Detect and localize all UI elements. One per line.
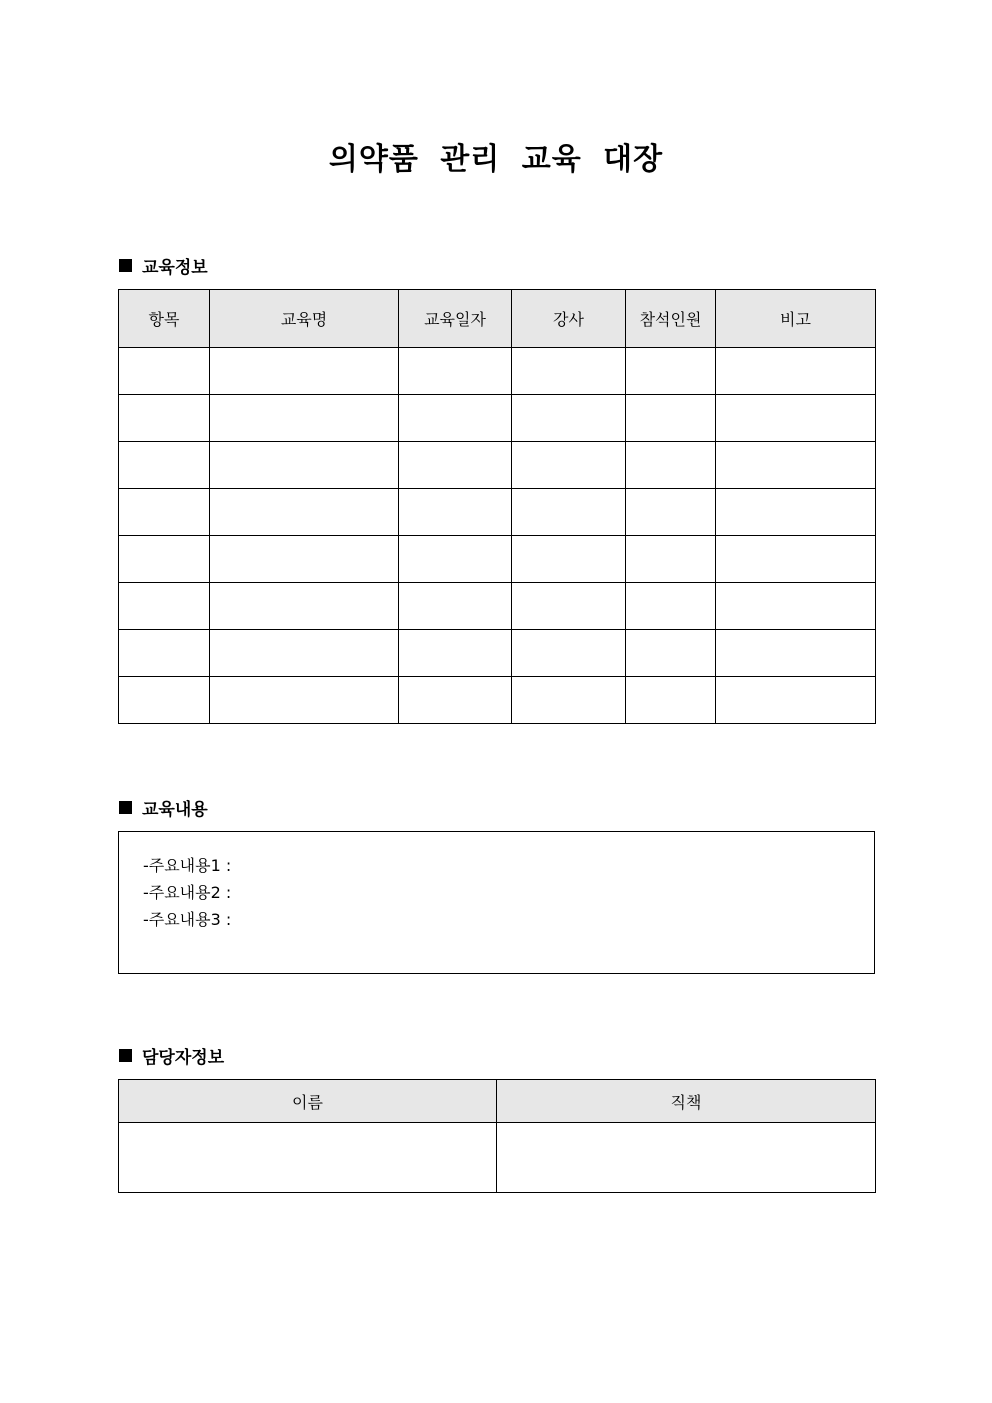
- square-bullet-icon: [119, 259, 132, 272]
- table-cell-remarks[interactable]: [716, 630, 876, 677]
- column-header-remarks: 비고: [716, 290, 876, 348]
- table-cell-instructor[interactable]: [512, 348, 626, 395]
- table-cell-attendees[interactable]: [626, 395, 716, 442]
- table-cell-instructor[interactable]: [512, 630, 626, 677]
- content-line-1: -주요내용1 :: [143, 856, 232, 875]
- table-cell-course-name[interactable]: [210, 677, 399, 724]
- section-heading-label: 담당자정보: [142, 1047, 225, 1068]
- table-cell-attendees[interactable]: [626, 348, 716, 395]
- table-row: [119, 348, 876, 395]
- table-cell-remarks[interactable]: [716, 348, 876, 395]
- table-cell-course-name[interactable]: [210, 395, 399, 442]
- section-heading-manager-info: [119, 1043, 224, 1067]
- table-row: [119, 583, 876, 630]
- table-cell-attendees[interactable]: [626, 489, 716, 536]
- table-cell-item[interactable]: [119, 395, 210, 442]
- table-cell-date[interactable]: [399, 489, 512, 536]
- table-cell-remarks[interactable]: [716, 395, 876, 442]
- column-header-item: 항목: [119, 290, 210, 348]
- table-row: [119, 677, 876, 724]
- table-cell-date[interactable]: [399, 442, 512, 489]
- table-cell-date[interactable]: [399, 677, 512, 724]
- manager-info-table: [118, 1079, 876, 1193]
- table-cell-course-name[interactable]: [210, 536, 399, 583]
- table-cell-item[interactable]: [119, 536, 210, 583]
- table-cell-attendees[interactable]: [626, 583, 716, 630]
- education-info-table: [118, 289, 876, 724]
- table-cell-course-name[interactable]: [210, 442, 399, 489]
- table-header-row: [119, 1080, 876, 1123]
- table-cell-instructor[interactable]: [512, 395, 626, 442]
- table-cell-instructor[interactable]: [512, 583, 626, 630]
- education-content-box: [118, 831, 875, 974]
- table-cell-course-name[interactable]: [210, 348, 399, 395]
- content-line-2: -주요내용2 :: [143, 883, 232, 902]
- table-cell-attendees[interactable]: [626, 442, 716, 489]
- table-row: [119, 489, 876, 536]
- section-heading-education-info: [119, 253, 208, 277]
- table-cell-course-name[interactable]: [210, 489, 399, 536]
- column-header-instructor: 강사: [512, 290, 626, 348]
- column-header-attendees: 참석인원: [626, 290, 716, 348]
- education-content-lines: [143, 852, 231, 933]
- table-row: [119, 395, 876, 442]
- table-cell-course-name[interactable]: [210, 583, 399, 630]
- square-bullet-icon: [119, 1049, 132, 1062]
- column-header-course-name: 교육명: [210, 290, 399, 348]
- table-cell-course-name[interactable]: [210, 630, 399, 677]
- table-cell-item[interactable]: [119, 677, 210, 724]
- table-cell-date[interactable]: [399, 630, 512, 677]
- table-cell-remarks[interactable]: [716, 536, 876, 583]
- table-cell-position[interactable]: [497, 1123, 876, 1193]
- square-bullet-icon: [119, 801, 132, 814]
- table-cell-date[interactable]: [399, 583, 512, 630]
- column-header-position: 직책: [497, 1080, 876, 1123]
- table-cell-attendees[interactable]: [626, 677, 716, 724]
- content-line-3: -주요내용3 :: [143, 910, 232, 929]
- table-cell-instructor[interactable]: [512, 489, 626, 536]
- table-cell-item[interactable]: [119, 348, 210, 395]
- table-cell-date[interactable]: [399, 348, 512, 395]
- column-header-date: 교육일자: [399, 290, 512, 348]
- table-row: [119, 442, 876, 489]
- table-cell-item[interactable]: [119, 583, 210, 630]
- table-row: [119, 630, 876, 677]
- table-cell-item[interactable]: [119, 489, 210, 536]
- table-cell-date[interactable]: [399, 395, 512, 442]
- document-title: 의약품 관리 교육 대장: [328, 142, 664, 177]
- table-row: [119, 1123, 876, 1193]
- table-cell-name[interactable]: [119, 1123, 497, 1193]
- section-heading-label: 교육정보: [142, 257, 208, 278]
- table-row: [119, 536, 876, 583]
- table-cell-item[interactable]: [119, 630, 210, 677]
- table-cell-attendees[interactable]: [626, 630, 716, 677]
- table-header-row: [119, 290, 876, 348]
- table-cell-date[interactable]: [399, 536, 512, 583]
- table-cell-instructor[interactable]: [512, 536, 626, 583]
- table-cell-item[interactable]: [119, 442, 210, 489]
- table-cell-instructor[interactable]: [512, 442, 626, 489]
- section-heading-label: 교육내용: [142, 799, 208, 820]
- table-cell-remarks[interactable]: [716, 583, 876, 630]
- section-heading-education-content: [119, 795, 208, 819]
- table-cell-remarks[interactable]: [716, 677, 876, 724]
- table-cell-attendees[interactable]: [626, 536, 716, 583]
- table-cell-remarks[interactable]: [716, 442, 876, 489]
- table-cell-instructor[interactable]: [512, 677, 626, 724]
- column-header-name: 이름: [119, 1080, 497, 1123]
- table-cell-remarks[interactable]: [716, 489, 876, 536]
